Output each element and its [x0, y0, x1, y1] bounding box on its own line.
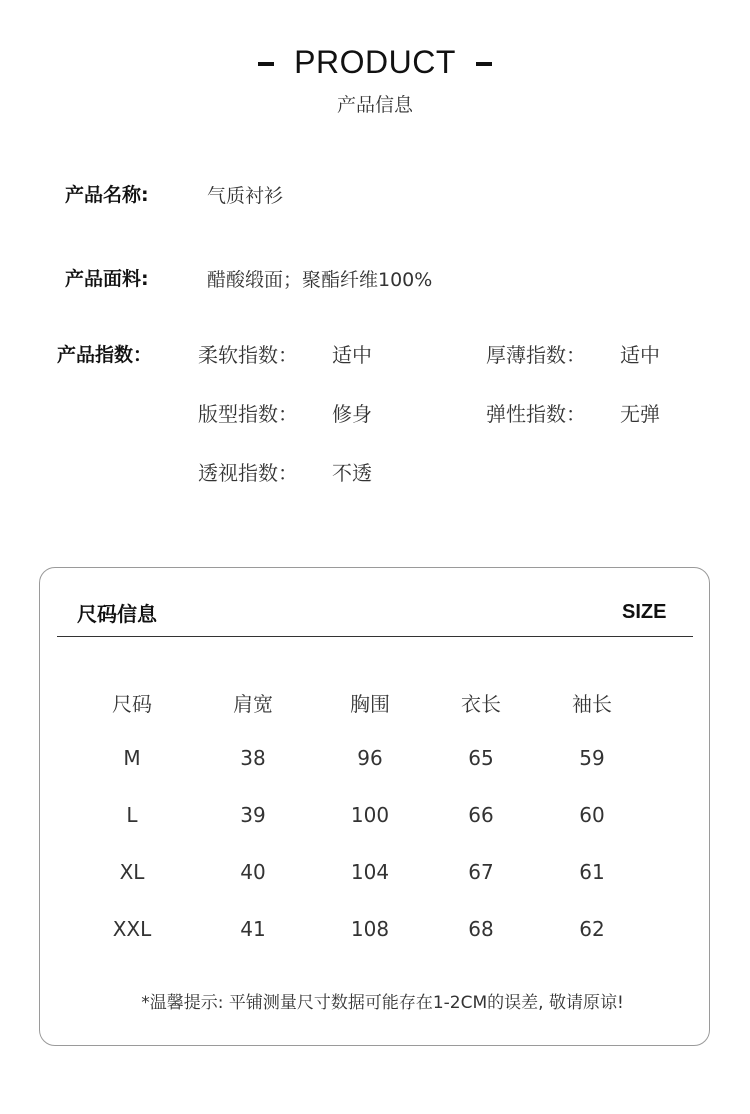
table-header-cell: 衣长: [461, 692, 501, 716]
product-name-label: 产品名称:: [65, 184, 149, 206]
table-header-cell: 尺码: [112, 692, 152, 716]
table-cell: 62: [579, 917, 605, 941]
page-subtitle: 产品信息: [336, 94, 413, 116]
table-header-cell: 肩宽: [233, 692, 273, 716]
page-title: PRODUCT: [294, 44, 456, 80]
product-fabric-label: 产品面料:: [65, 268, 149, 290]
table-cell: L: [126, 803, 138, 827]
table-header-cell: 胸围: [350, 692, 390, 716]
table-header-cell: 袖长: [572, 692, 612, 716]
index-name: 厚薄指数：: [486, 343, 586, 367]
table-cell: 104: [350, 860, 390, 884]
table-cell: 68: [468, 917, 494, 941]
table-cell: 96: [357, 746, 383, 770]
table-cell: 41: [240, 917, 266, 941]
size-note: *温馨提示: 平铺测量尺寸数据可能存在1-2CM的误差, 敬请原谅!: [141, 993, 624, 1013]
table-cell: 66: [468, 803, 494, 827]
table-cell: 39: [240, 803, 266, 827]
index-value: 适中: [620, 343, 660, 367]
size-card-subtitle: SIZE: [622, 601, 667, 623]
index-name: 透视指数：: [198, 461, 298, 485]
size-card-divider: [57, 636, 693, 637]
product-fabric-value: 醋酸缎面；聚酯纤维100%: [207, 269, 433, 291]
table-cell: 38: [240, 746, 266, 770]
size-card-title: 尺码信息: [77, 602, 157, 626]
index-value: 修身: [332, 402, 372, 426]
index-value: 适中: [332, 343, 372, 367]
table-cell: 60: [579, 803, 605, 827]
table-cell: 40: [240, 860, 266, 884]
index-name: 柔软指数：: [198, 343, 298, 367]
index-name: 版型指数：: [198, 402, 298, 426]
table-cell: 67: [468, 860, 494, 884]
table-cell: XL: [119, 860, 145, 884]
index-value: 无弹: [620, 402, 660, 426]
table-cell: 108: [350, 917, 390, 941]
title-dash-right: [476, 62, 492, 66]
table-cell: XXL: [112, 917, 152, 941]
index-name: 弹性指数：: [486, 402, 586, 426]
table-cell: 65: [468, 746, 494, 770]
table-cell: 61: [579, 860, 605, 884]
table-cell: 100: [350, 803, 390, 827]
table-cell: M: [123, 746, 141, 770]
product-name-value: 气质衬衫: [207, 185, 284, 207]
index-value: 不透: [332, 461, 372, 485]
table-cell: 59: [579, 746, 605, 770]
product-index-label: 产品指数：: [57, 344, 153, 366]
